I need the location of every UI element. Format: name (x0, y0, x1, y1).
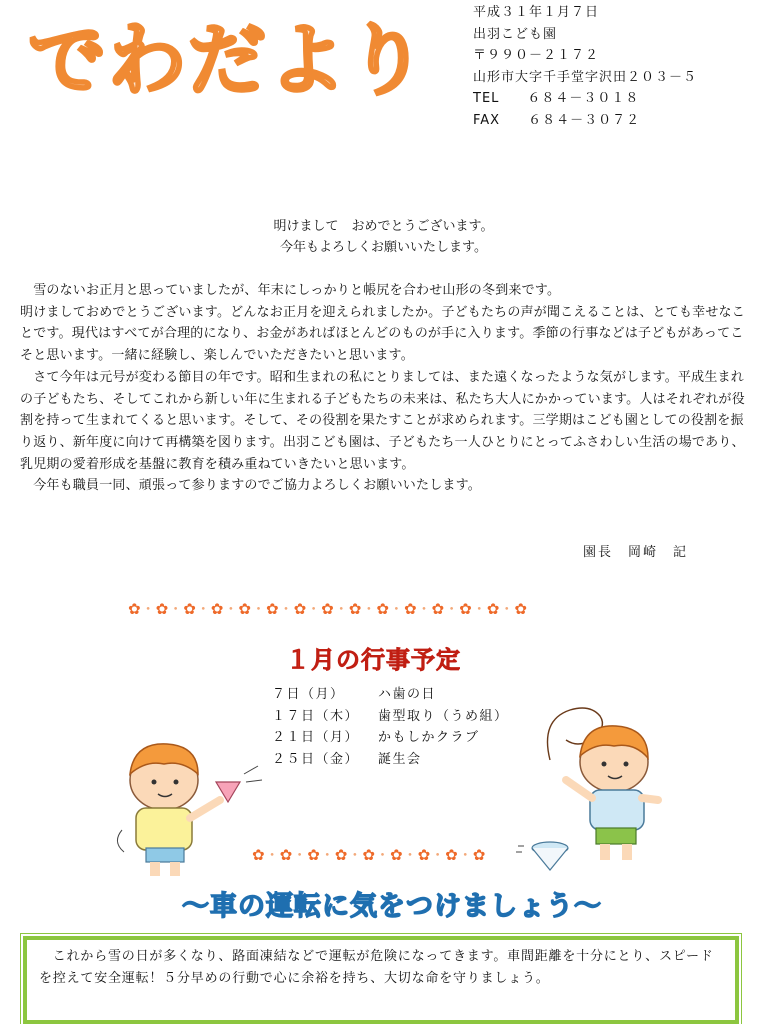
event-date: １７日（木） (272, 708, 360, 724)
traffic-safety-text: これから雪の日が多くなり、路面凍結などで運転が危険になってきます。車間距離を十分にとり、スピードを控えて安全運転！５分早めの行動で心に余裕を持ち、大切な命を守りましょう。 (39, 949, 714, 986)
spinning-top-icon (516, 832, 576, 876)
event-row (272, 706, 509, 728)
body-text (20, 280, 748, 497)
address: 山形市大字千手堂字沢田２０３－５ (473, 69, 698, 85)
event-row (272, 749, 509, 771)
signature: 園長 岡崎 記 (583, 545, 689, 560)
kid-with-top-illustration (112, 730, 272, 880)
event-date: ２１日（月） (272, 730, 360, 745)
body-paragraph-4: 今年も職員一同、頑張って参りますのでご協力よろしくお願いいたします。 (20, 478, 481, 494)
event-row (272, 684, 509, 706)
flower-garland-bottom: ✿・✿・✿・✿・✿・✿・✿・✿・✿ (252, 846, 486, 864)
event-date: ７日（月） (272, 687, 345, 702)
events-title: １月の行事予定 (286, 646, 461, 674)
event-name: かもしかクラブ (378, 730, 480, 745)
tel: TEL ６８４－３０１８ (473, 91, 640, 106)
traffic-safety-title: ～車の運転に気をつけましょう～ (182, 891, 602, 922)
body-paragraph-2: 明けましておめでとうございます。どんなお正月を迎えられましたか。子どもたちの声が聞こえることは、とても幸せなことです。現代はすべてが合理的になり、お金があればほとんどのものが手に入ります。季節の行事などは子どもがあってこそと思います。一緒に経験し、楽しんでいただきたいと思います。 (20, 304, 745, 364)
header-info (473, 2, 697, 131)
events-list (272, 684, 509, 770)
event-name: 歯型取り（うめ組） (378, 708, 509, 724)
org-name: 出羽こども園 (473, 26, 558, 42)
fax: FAX ６８４－３０７２ (473, 112, 641, 128)
event-name: 誕生会 (378, 751, 422, 767)
postal-code: 〒９９０－２１７２ (473, 48, 600, 63)
newsletter-title: でわだより (28, 16, 429, 106)
greeting (0, 216, 767, 258)
event-name: ハ歯の日 (378, 687, 437, 702)
body-paragraph-1: 雪のないお正月と思っていましたが、年末にしっかりと帳尻を合わせ山形の冬到来です。 (20, 283, 561, 298)
issue-date: 平成３１年１月７日 (473, 5, 600, 20)
greeting-line-2: 今年もよろしくお願いいたします。 (280, 240, 487, 255)
flower-garland-top: ✿・✿・✿・✿・✿・✿・✿・✿・✿・✿・✿・✿・✿・✿・✿ (128, 600, 527, 618)
event-date: ２５日（金） (272, 751, 360, 767)
body-paragraph-3: さて今年は元号が変わる節目の年です。昭和生まれの私にとりましては、また遠くなったような気がします。平成生まれの子どもたち、そしてこれから新しい年に生まれる子どもたちの未来は、私たち大人にかかっています。人はそれぞれが役割を持って生まれてくると思います。そして、その役割を果たすことが求められます。三学期はこども園としての役割を振り返り、新年度に向けて再構築を図ります。出羽こども園は、子どもたち一人ひとりにとってふさわしい生活の場であり、乳児期の愛着形成を基盤に教育を積み重ねていきたいと思います。 (20, 369, 745, 472)
traffic-safety-notice (23, 936, 739, 1024)
event-row (272, 727, 509, 749)
greeting-line-1: 明けまして おめでとうございます。 (273, 219, 494, 234)
